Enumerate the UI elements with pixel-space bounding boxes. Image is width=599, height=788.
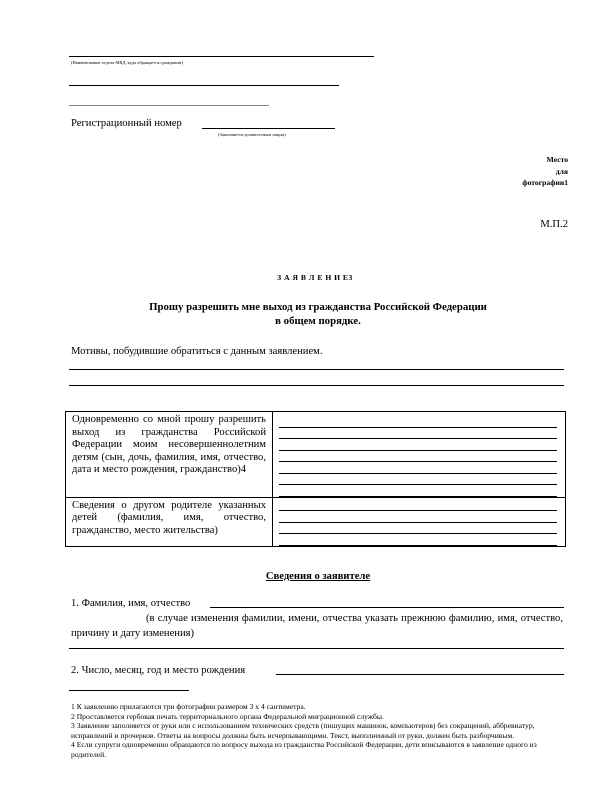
request-line-2: в общем порядке. [275, 315, 361, 327]
footnote-3: 3 Заявление заполняется от руки или с использованием технических средств (пишущих машинок, компьютеров) без сокращений, аббревиатур, исправлений и прочерков. Ответы на вопросы должны быть исчерпывающими. Текст, выполненный от руки, должен быть разборчивым. [71, 721, 535, 740]
parent-label: Сведения о другом родителе указанных детей (фамилия, имя, отчество, гражданство, место жительства) [72, 499, 266, 536]
children-table [65, 411, 566, 547]
children-line-1[interactable] [279, 416, 557, 428]
applicant-heading: Сведения о заявителе [265, 571, 371, 582]
children-label: Одновременно со мной прошу разрешить выход из гражданства Российской Федерации моим несовершеннолетним детям (сын, дочь, фамилия, имя, отчество, дата и место рождения, гражданство)4 [72, 414, 266, 475]
table-row-parent [66, 497, 566, 546]
motives-label: Мотивы, побудившие обратиться с данным заявлением. [71, 346, 323, 357]
fio-extra-line[interactable] [69, 648, 564, 649]
parent-line-1[interactable] [279, 500, 557, 512]
mvd-extra-line-2[interactable] [69, 105, 269, 106]
parent-line-3[interactable] [279, 523, 557, 535]
children-line-3[interactable] [279, 439, 557, 451]
children-line-2[interactable] [279, 428, 557, 440]
parent-line-4[interactable] [279, 534, 557, 546]
photo-line-2: для [555, 166, 568, 176]
motives-line-2[interactable] [69, 385, 564, 386]
reg-number-caption: (Заполняется должностным лицом) [218, 132, 286, 137]
children-label-cell [66, 412, 273, 498]
photo-line-3: фотографии1 [522, 178, 568, 187]
footnote-1: 1 К заявлению прилагаются три фотографии размером 3 х 4 сантиметра. [71, 702, 306, 711]
request-line-1: Прошу разрешить мне выход из гражданства Российской Федерации [149, 301, 487, 313]
children-line-4[interactable] [279, 451, 557, 463]
footnote-separator [69, 690, 189, 691]
birth-label: 2. Число, месяц, год и место рождения [71, 665, 246, 676]
mvd-name-line[interactable] [69, 56, 374, 57]
fio-note: (в случае изменения фамилии, имени, отчества указать прежнюю фамилию, имя, отчество, причину и дату изменения) [71, 613, 563, 639]
children-line-5[interactable] [279, 462, 557, 474]
fio-label: 1. Фамилия, имя, отчество [71, 598, 191, 609]
motives-line-1[interactable] [69, 369, 564, 370]
footnote-4: 4 Если супруги одновременно обращаются по вопросу выхода из гражданства Российской Федерации, дети вписываются в заявление одного из родителей. [71, 740, 537, 759]
photo-line-1: Место [546, 155, 568, 164]
children-line-7[interactable] [279, 485, 557, 497]
birth-field[interactable] [276, 674, 564, 675]
document-title: З А Я В Л Е Н И Е3 [277, 273, 353, 282]
parent-input-cell[interactable] [273, 497, 566, 546]
children-line-6[interactable] [279, 474, 557, 486]
seal-mark: М.П.2 [540, 219, 568, 230]
footnote-2: 2 Проставляется гербовая печать территориального органа Федеральной миграционной службы. [71, 711, 384, 721]
mvd-caption: (Наименование отдела МВД, куда обращается гражданин) [71, 60, 183, 65]
reg-number-field[interactable] [202, 128, 335, 129]
table-row-children [66, 412, 566, 498]
reg-number-label: Регистрационный номер [71, 118, 182, 129]
mvd-extra-line-1[interactable] [69, 85, 339, 86]
request-text [0, 300, 599, 328]
photo-place [480, 155, 568, 188]
parent-line-2[interactable] [279, 511, 557, 523]
fio-field[interactable] [210, 607, 564, 608]
footnotes [71, 702, 566, 759]
parent-label-cell [66, 497, 273, 546]
children-input-cell[interactable] [273, 412, 566, 498]
